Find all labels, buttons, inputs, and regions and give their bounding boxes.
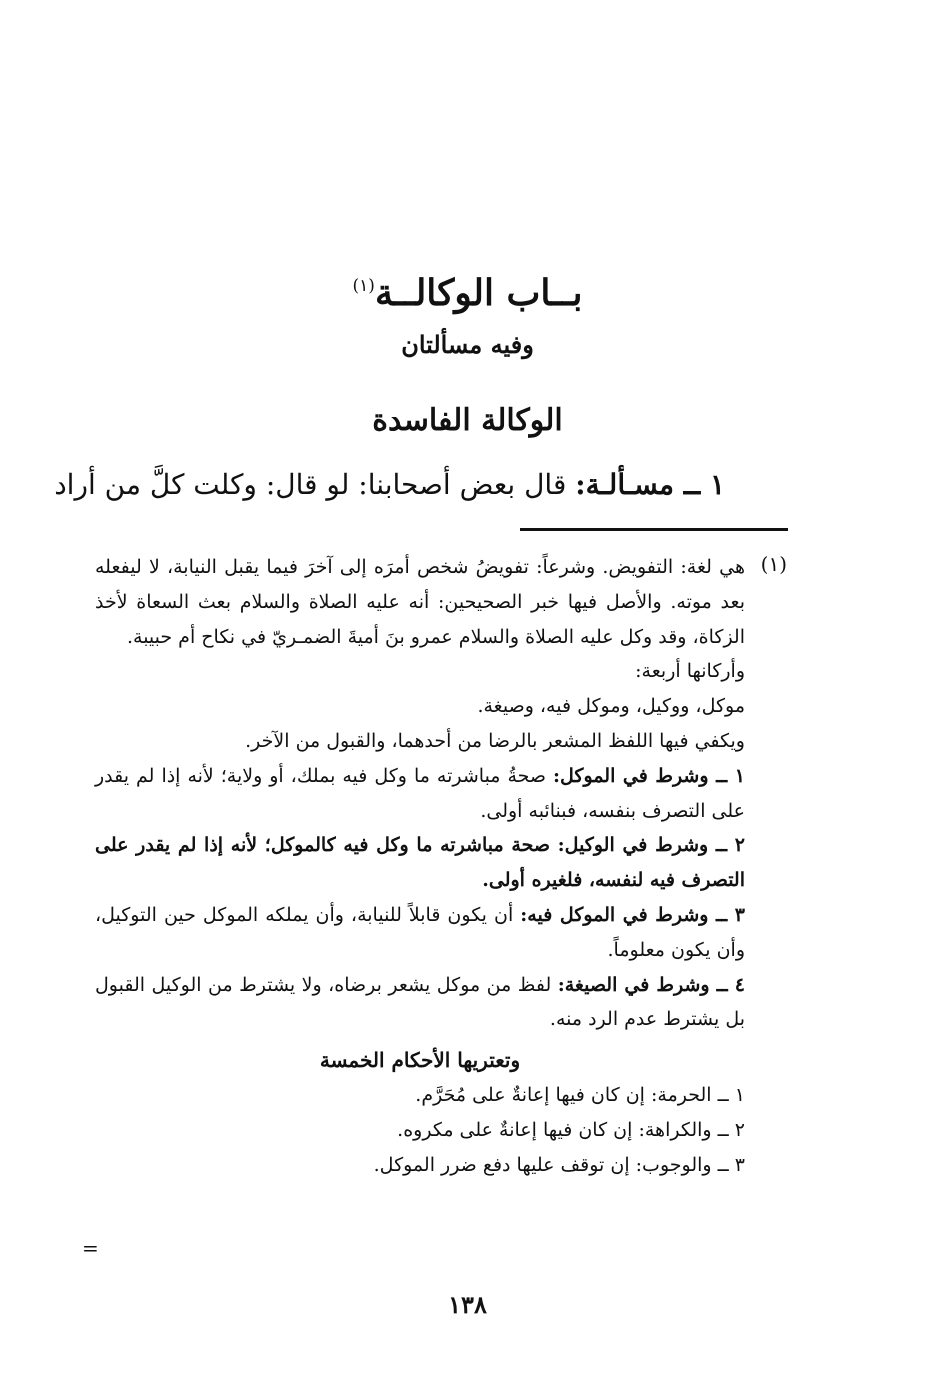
condition-text: أن يكون قابلاً للنيابة، وأن يملكه الموكل حين التوكيل، وأن يكون معلوماً. <box>95 903 745 961</box>
footnote-paragraph: هي لغة: التفويض. وشرعاً: تفويضُ شخص أمرَه إلى آخرَ فيما يقبل النيابة، لا ليفعله بعد موته. والأصل فيها خبر الصحيحين: أنه عليه الصلاة والسلام بعث السعاة لأخذ الزكاة، وقد وكل عليه الصلاة والسلام عمرو بنَ أميةَ الضمـريّ في نكاح أم حبيبة. <box>95 556 745 648</box>
continuation-mark: = <box>82 1236 99 1260</box>
ruling-item: ٣ ــ والوجوب: إن توقف عليها دفع ضرر الموكل. <box>373 1153 745 1176</box>
footnote-reference[interactable]: (١) <box>352 276 375 296</box>
page-number: ١٣٨ <box>448 1290 487 1319</box>
condition-item <box>95 898 745 968</box>
chapter-title <box>0 272 935 314</box>
ruling-item: ١ ــ الحرمة: إن كان فيها إعانةٌ على مُحَرَّم. <box>415 1083 745 1106</box>
footnote-paragraph: موكل، ووكيل، وموكل فيه، وصيغة. <box>477 695 745 718</box>
condition-item <box>95 759 745 829</box>
condition-text: صحةُ مباشرته ما وكل فيه بملك، أو ولاية؛ لأنه إذا لم يقدر على التصرف بنفسه، فبنائبه أولى. <box>95 764 745 822</box>
footnote-number: (١) <box>760 552 787 576</box>
footnote-paragraph: ويكفي فيها اللفظ المشعر بالرضا من أحدهما، والقبول من الآخر. <box>245 729 745 752</box>
condition-label: ٤ ــ وشرط في الصيغة: <box>557 973 745 996</box>
ruling-item: ٢ ــ والكراهة: إن كان فيها إعانةٌ على مكروه. <box>397 1118 745 1141</box>
issue-text: قال بعض أصحابنا: لو قال: وكلت كلَّ من أراد <box>54 468 576 501</box>
condition-item <box>95 968 745 1038</box>
condition-label: ٣ ــ وشرط في الموكل فيه: <box>520 903 746 926</box>
rulings-heading: وتعتريها الأحكام الخمسة <box>319 1048 521 1073</box>
condition-text: صحة مباشرته ما وكل فيه كالموكل؛ لأنه إذا لم يقدر على التصرف فيه لنفسه، فلغيره أولى. <box>95 834 745 892</box>
chapter-title-text: بــاب الوكالــة <box>374 272 583 314</box>
footnote-body <box>95 550 745 1182</box>
chapter-subtitle: وفيه مسألتان <box>401 330 534 359</box>
footnote-separator <box>520 528 788 531</box>
condition-item <box>95 828 745 898</box>
condition-label: ١ ــ وشرط في الموكل: <box>553 764 745 787</box>
issue-label: ١ ــ مسـألـة: <box>575 468 725 501</box>
issue-line <box>54 468 725 501</box>
footnote-paragraph: وأركانها أربعة: <box>635 660 745 683</box>
section-title: الوكالة الفاسدة <box>372 403 563 438</box>
condition-label: ٢ ــ وشرط في الوكيل: <box>557 834 745 857</box>
condition-text: لفظ من موكل يشعر برضاه، ولا يشترط من الوكيل القبول بل يشترط عدم الرد منه. <box>95 973 745 1031</box>
